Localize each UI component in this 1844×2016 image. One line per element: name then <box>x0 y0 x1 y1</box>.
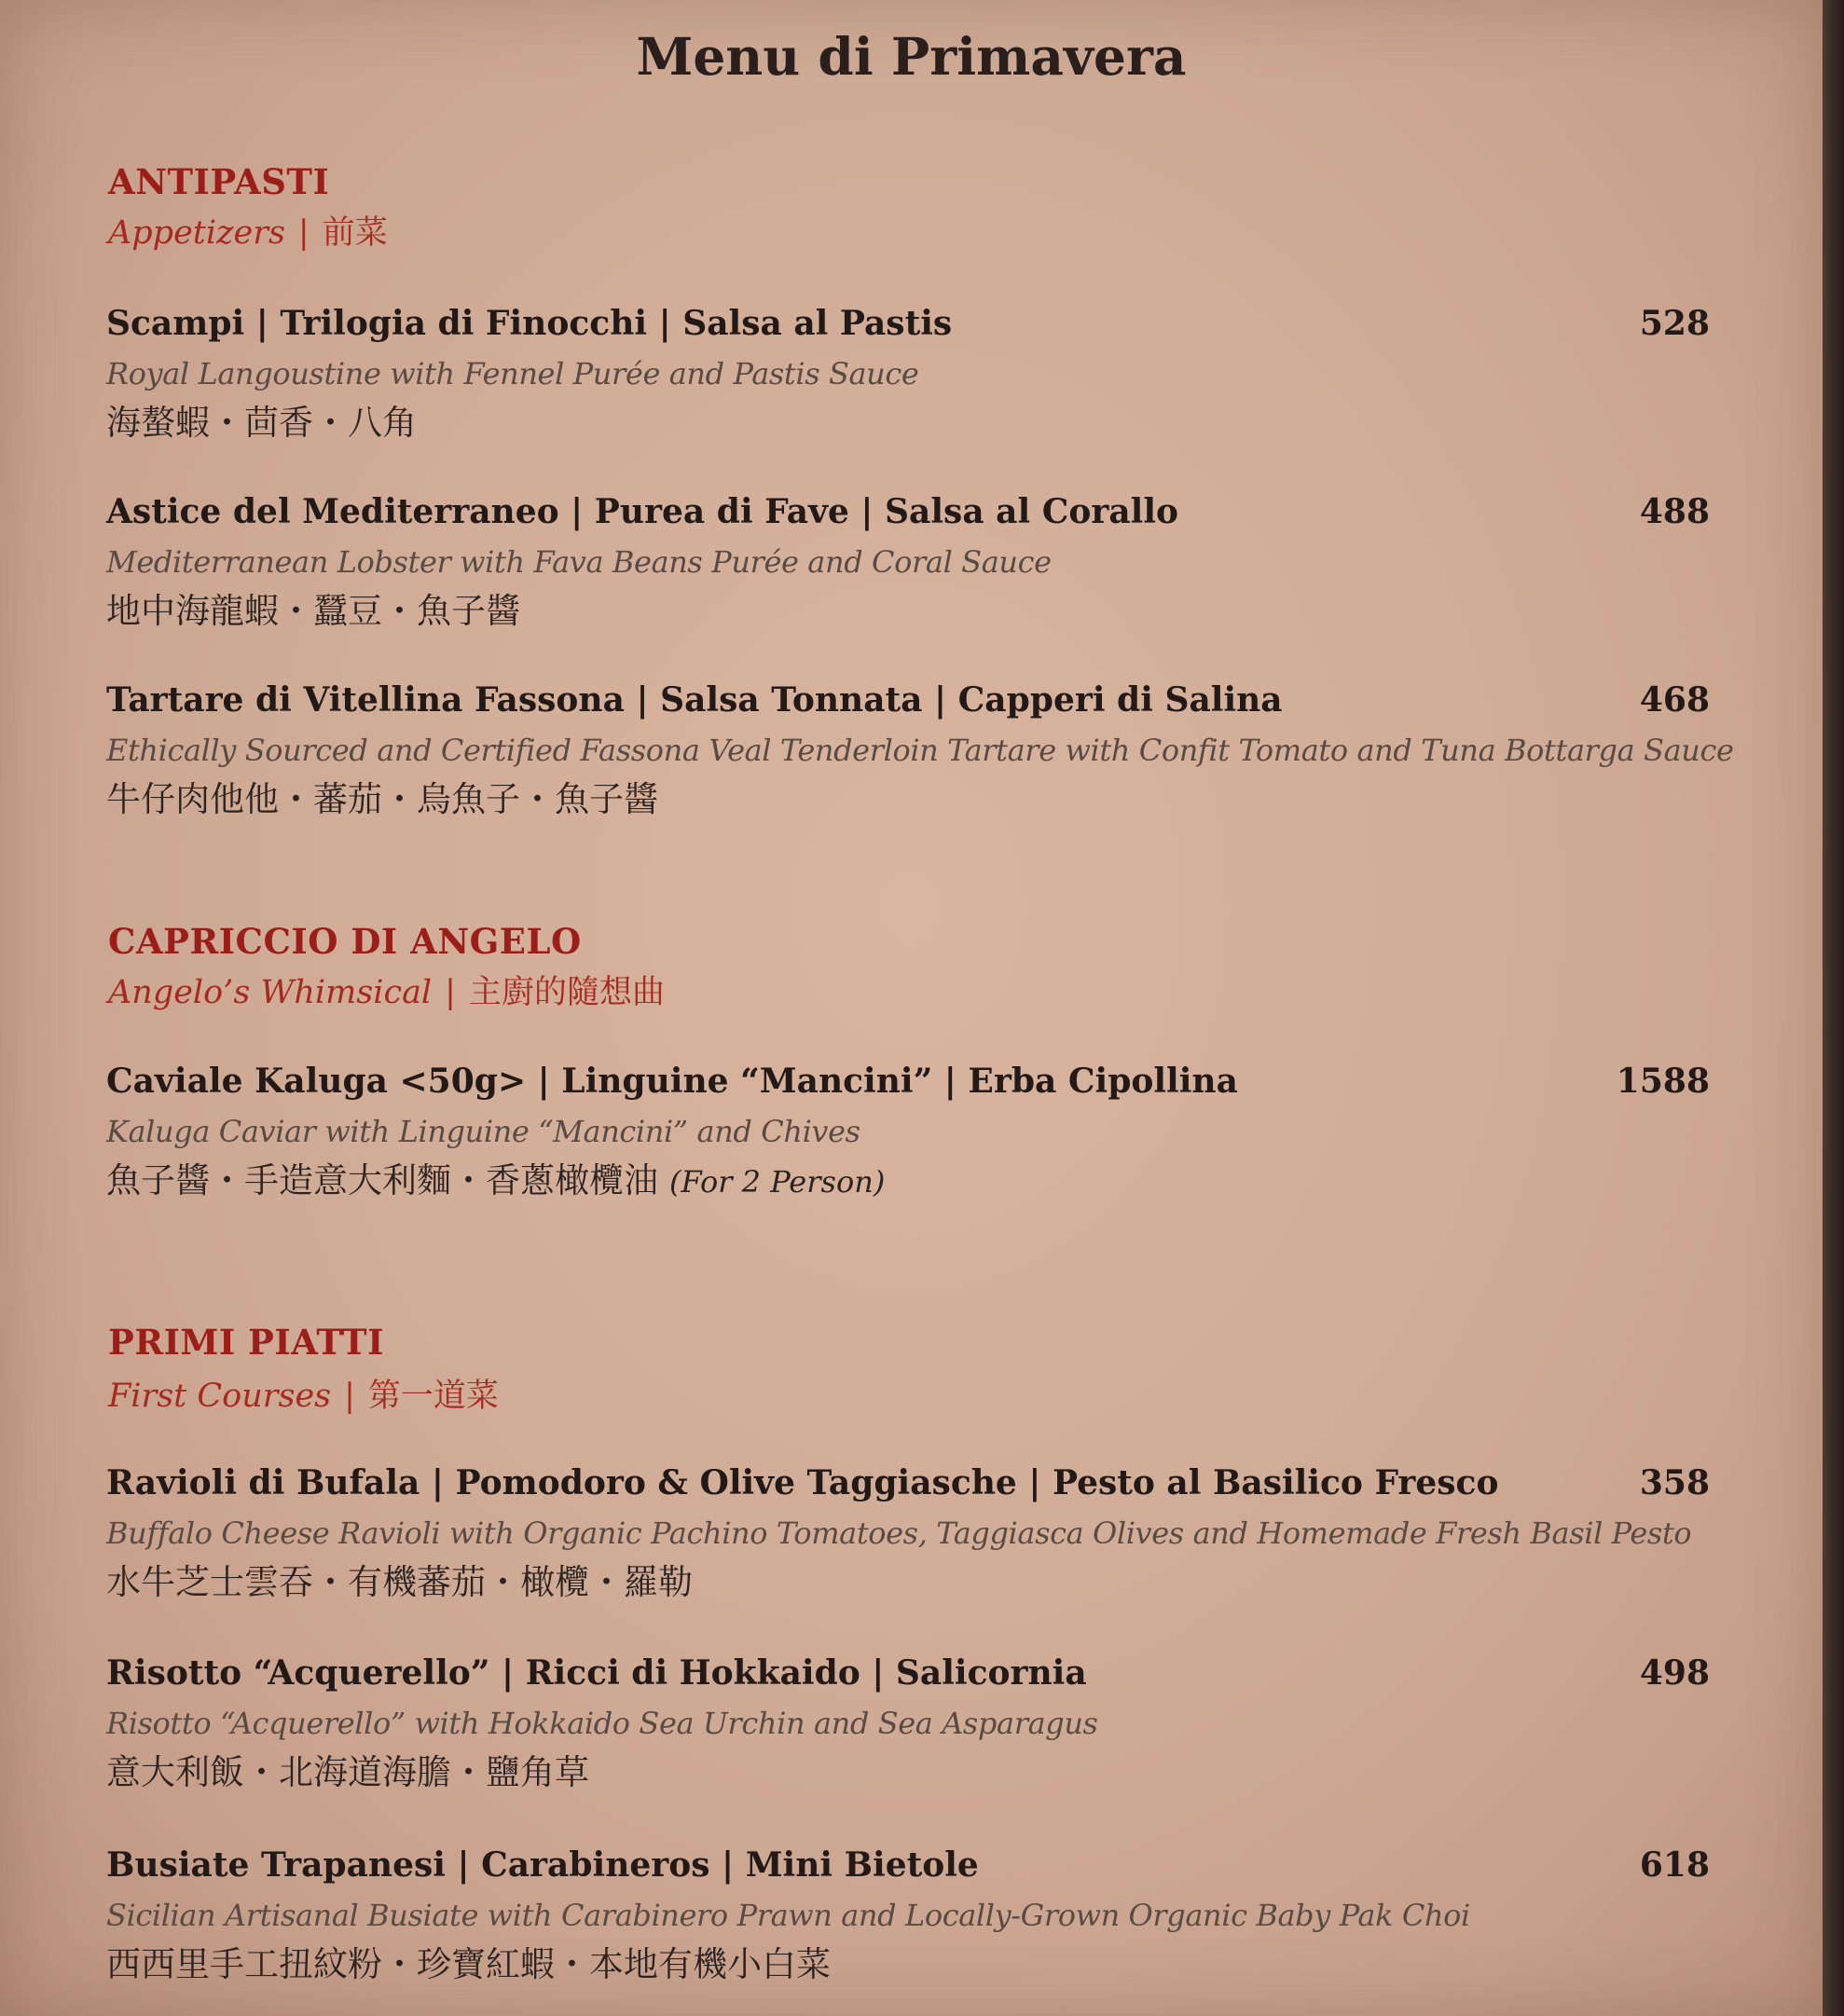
section-subtitle-en: Appetizers <box>108 214 285 252</box>
section-subtitle-separator: | <box>445 974 456 1011</box>
menu-item-astice <box>106 491 1710 635</box>
menu-item-chinese: 地中海龍蝦・蠶豆・魚子醬 <box>106 591 520 631</box>
menu-item-chinese: 水牛芝士雲吞・有機蕃茄・橄欖・羅勒 <box>106 1562 693 1602</box>
section-subtitle-separator: | <box>344 1378 355 1415</box>
menu-item-serving-note: (For 2 Person) <box>669 1164 886 1200</box>
menu-item-tartare <box>106 679 1734 823</box>
menu-item-scampi <box>106 303 1710 446</box>
menu-item-description: Royal Langoustine with Fennel Purée and Pastis Sauce <box>106 356 919 391</box>
page-edge-shadow <box>1823 0 1844 2016</box>
menu-item-description: Kaluga Caviar with Linguine “Mancini” and Chives <box>106 1114 860 1149</box>
menu-item-chinese: 意大利飯・北海道海膽・鹽角草 <box>106 1752 589 1792</box>
menu-item-busiate <box>106 1845 1710 1988</box>
section-subtitle-en: Angelo’s Whimsical <box>108 974 433 1011</box>
menu-item-name: Busiate Trapanesi | Carabineros | Mini Bietole <box>106 1845 979 1885</box>
menu-item-chinese <box>106 1158 1710 1204</box>
menu-item-description: Risotto “Acquerello” with Hokkaido Sea Urchin and Sea Asparagus <box>106 1706 1098 1741</box>
menu-item-name: Caviale Kaluga <50g> | Linguine “Mancini” | Erba Cipollina <box>106 1062 1238 1101</box>
menu-item-price: 358 <box>1639 1463 1710 1502</box>
section-subtitle-antipasti <box>108 207 388 254</box>
menu-item-description: Sicilian Artisanal Busiate with Carabinero Prawn and Locally-Grown Organic Baby Pak Choi <box>106 1898 1470 1933</box>
section-subtitle-cn: 前菜 <box>322 214 388 252</box>
menu-title: Menu di Primavera <box>636 26 1187 87</box>
menu-item-description: Ethically Sourced and Certified Fassona Veal Tenderloin Tartare with Confit Tomato and Tuna Bottarga Sauce <box>106 733 1734 768</box>
section-subtitle-capriccio <box>108 967 665 1013</box>
menu-item-name: Tartare di Vitellina Fassona | Salsa Tonnata | Capperi di Salina <box>106 680 1283 720</box>
menu-item-chinese-text: 魚子醬・手造意大利麵・香蔥橄欖油 <box>106 1160 658 1200</box>
menu-item-ravioli <box>106 1462 1710 1606</box>
menu-item-price: 618 <box>1639 1845 1710 1885</box>
section-subtitle-cn: 第一道菜 <box>367 1378 499 1415</box>
menu-item-chinese: 海螯蝦・茴香・八角 <box>106 403 417 443</box>
section-subtitle-en: First Courses <box>108 1378 332 1415</box>
menu-item-price: 498 <box>1639 1653 1710 1693</box>
menu-item-name: Scampi | Trilogia di Finocchi | Salsa al Pastis <box>106 304 953 343</box>
menu-item-risotto <box>106 1653 1710 1796</box>
menu-item-chinese: 西西里手工扭紋粉・珍寶紅蝦・本地有機小白菜 <box>106 1944 831 1984</box>
menu-item-price: 488 <box>1639 492 1710 531</box>
section-title-antipasti: ANTIPASTI <box>108 161 330 202</box>
menu-item-description: Buffalo Cheese Ravioli with Organic Pachino Tomatoes, Taggiasca Olives and Homemade Fresh Basil Pesto <box>106 1515 1692 1551</box>
menu-item-name: Astice del Mediterraneo | Purea di Fave | Salsa al Corallo <box>106 492 1179 531</box>
menu-item-caviale <box>106 1061 1710 1204</box>
menu-item-description: Mediterranean Lobster with Fava Beans Purée and Coral Sauce <box>106 544 1052 580</box>
menu-item-price: 468 <box>1639 680 1710 720</box>
menu-item-chinese: 牛仔肉他他・蕃茄・烏魚子・魚子醬 <box>106 779 658 819</box>
section-subtitle-cn: 主廚的隨想曲 <box>468 974 665 1011</box>
section-title-primi: PRIMI PIATTI <box>108 1322 384 1363</box>
section-title-capriccio: CAPRICCIO DI ANGELO <box>108 921 582 962</box>
menu-item-price: 1588 <box>1616 1062 1710 1101</box>
section-subtitle-primi <box>108 1370 499 1417</box>
menu-item-name: Ravioli di Bufala | Pomodoro & Olive Taggiasche | Pesto al Basilico Fresco <box>106 1463 1499 1502</box>
section-subtitle-separator: | <box>297 214 310 252</box>
menu-item-price: 528 <box>1639 304 1710 343</box>
menu-item-name: Risotto “Acquerello” | Ricci di Hokkaido | Salicornia <box>106 1653 1087 1693</box>
